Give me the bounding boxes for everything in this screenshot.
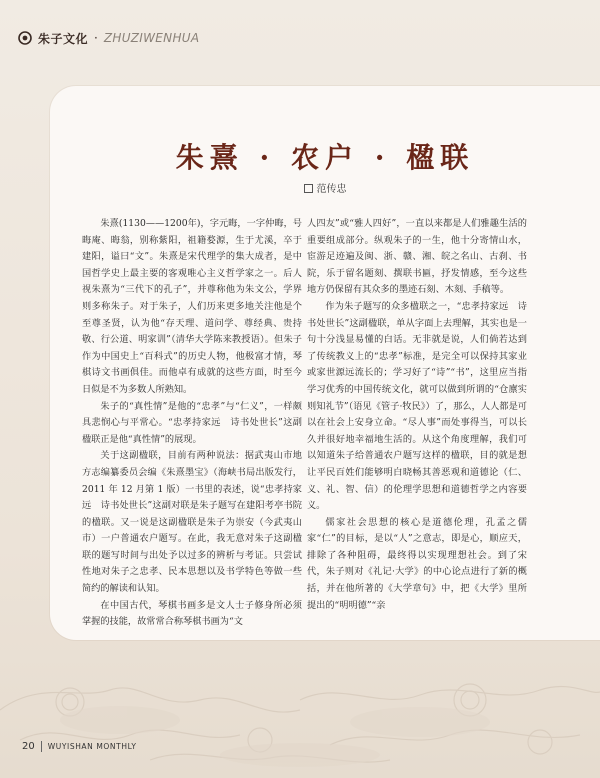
magazine-header bbox=[18, 28, 199, 48]
paragraph: 儒家社会思想的核心是道德伦理，孔孟之儒家“仁”的目标，是以“人”之意志，即是心，顺应天，排除了各种阻碍，最终得以实现理想社会。到了宋代，朱子则对《礼记·大学》的中心论点进行了新的概括，并在他所著的《大学章句》中，把《大学》里所提出的“明明德”“亲 bbox=[307, 516, 527, 611]
brand-separator: · bbox=[94, 31, 98, 45]
cloud-pattern-decoration bbox=[0, 640, 600, 778]
paragraph: 在中国古代，琴棋书画多是文人士子修身所必须掌握的技能，故常常合称琴棋书画为“文 bbox=[82, 599, 302, 628]
article-title: 朱熹 · 农户 · 楹联 bbox=[175, 141, 475, 174]
left-text-column bbox=[82, 216, 302, 631]
author-name: 范传忠 bbox=[316, 184, 347, 195]
brand-name-chinese: 朱子文化 bbox=[38, 31, 89, 46]
page-footer bbox=[22, 741, 137, 752]
paragraph: 作为朱子题写的众多楹联之一，“忠孝持家远 诗书处世长”这副楹联，单从字面上去理解，其实也是一句十分浅显易懂的白话。无非就是说，人们倘若达到了传统教义上的“忠孝”标准，是完全可以保持其家业或家世源远流长的；学习好了“诗”“书”，这里应当指学习优秀的中国传统文化，就可以做到所谓的“仓廪实则知礼节”（语见《管子·牧民》）了，那么，人人都是可以在社会上安身立命。“尽人事”而处事得当，可以长久并很好地幸福地生活的。从这个角度理解，我们可以知道朱子给普通农户题写这样的楹联，目的就是想让平民百姓们能够明白晓畅其善恶观和道德论（仁、义、礼、智、信）的伦理学思想和道德哲学之内容要义。 bbox=[307, 300, 527, 512]
paragraph: 关于这副楹联，目前有两种说法：据武夷山市地方志编纂委员会编《朱熹墨宝》（海峡书局出版发行，2011 年 12 月第 1 版）一书里的表述，说“忠孝持家远 诗书处世长”这副对联是朱子题写在建阳考亭书院的楹联。又一说是这副楹联是朱子为崇安（今武夷山市）一户普通农户题写。在此，我无意对朱子这副楹联的题写时间与出处予以过多的辨析与考证。只尝试性地对朱子之忠孝、民本思想以及书学特色等做一些简约的解读和认知。 bbox=[82, 450, 302, 595]
author-box-icon bbox=[304, 184, 313, 193]
footer-divider bbox=[41, 741, 42, 752]
right-text-column bbox=[307, 216, 527, 614]
brand-name-pinyin: ZHUZIWENHUA bbox=[103, 31, 200, 45]
article-author bbox=[50, 180, 600, 195]
publication-name: WUYISHAN MONTHLY bbox=[47, 742, 137, 751]
paragraph: 朱子的“真性情”是他的“忠孝”与“仁义”，一样颇具悲悯心与平常心。“忠孝持家远 诗书处世长”这副楹联正是他“真性情”的展现。 bbox=[82, 400, 302, 445]
paragraph: 朱熹(1130——1200年)，字元晦，一字仲晦，号晦庵、晦翁，别称紫阳，祖籍婺源，生于尤溪，卒于建阳，谥曰“文”。朱熹是宋代理学的集大成者，是中国哲学史上最主要的客观唯心主义哲学家之一。后人视朱熹为“三代下的孔子”，并尊称他为朱文公，学界则多称朱子。对于朱子，人们历来更多地关注他是个至尊圣贤，认为他“存天理、道问学、尊经典、贵持敬、行公道、明家训”（清华大学陈来教授语）。但朱子作为中国史上“百科式”的历史人物，他极富才情，琴棋诗文书画俱佳。而他卓有成就的这些方面，时至今日似是不为多数人所熟知。 bbox=[82, 218, 302, 395]
paragraph: 人四友”或“雅人四好”，一直以来都是人们雅趣生活的重要组成部分。纵观朱子的一生，他十分寄情山水，宦游足迹遍及闽、浙、赣、湘、皖之名山、古刹、书院，乐于留名题刻、撰联书匾，抒发情感，至今这些地方仍保留有其众多的墨迹石刻、木刻、手稿等。 bbox=[307, 218, 527, 296]
page-number: 20 bbox=[22, 741, 35, 752]
zhuzi-seal-icon bbox=[18, 31, 32, 45]
